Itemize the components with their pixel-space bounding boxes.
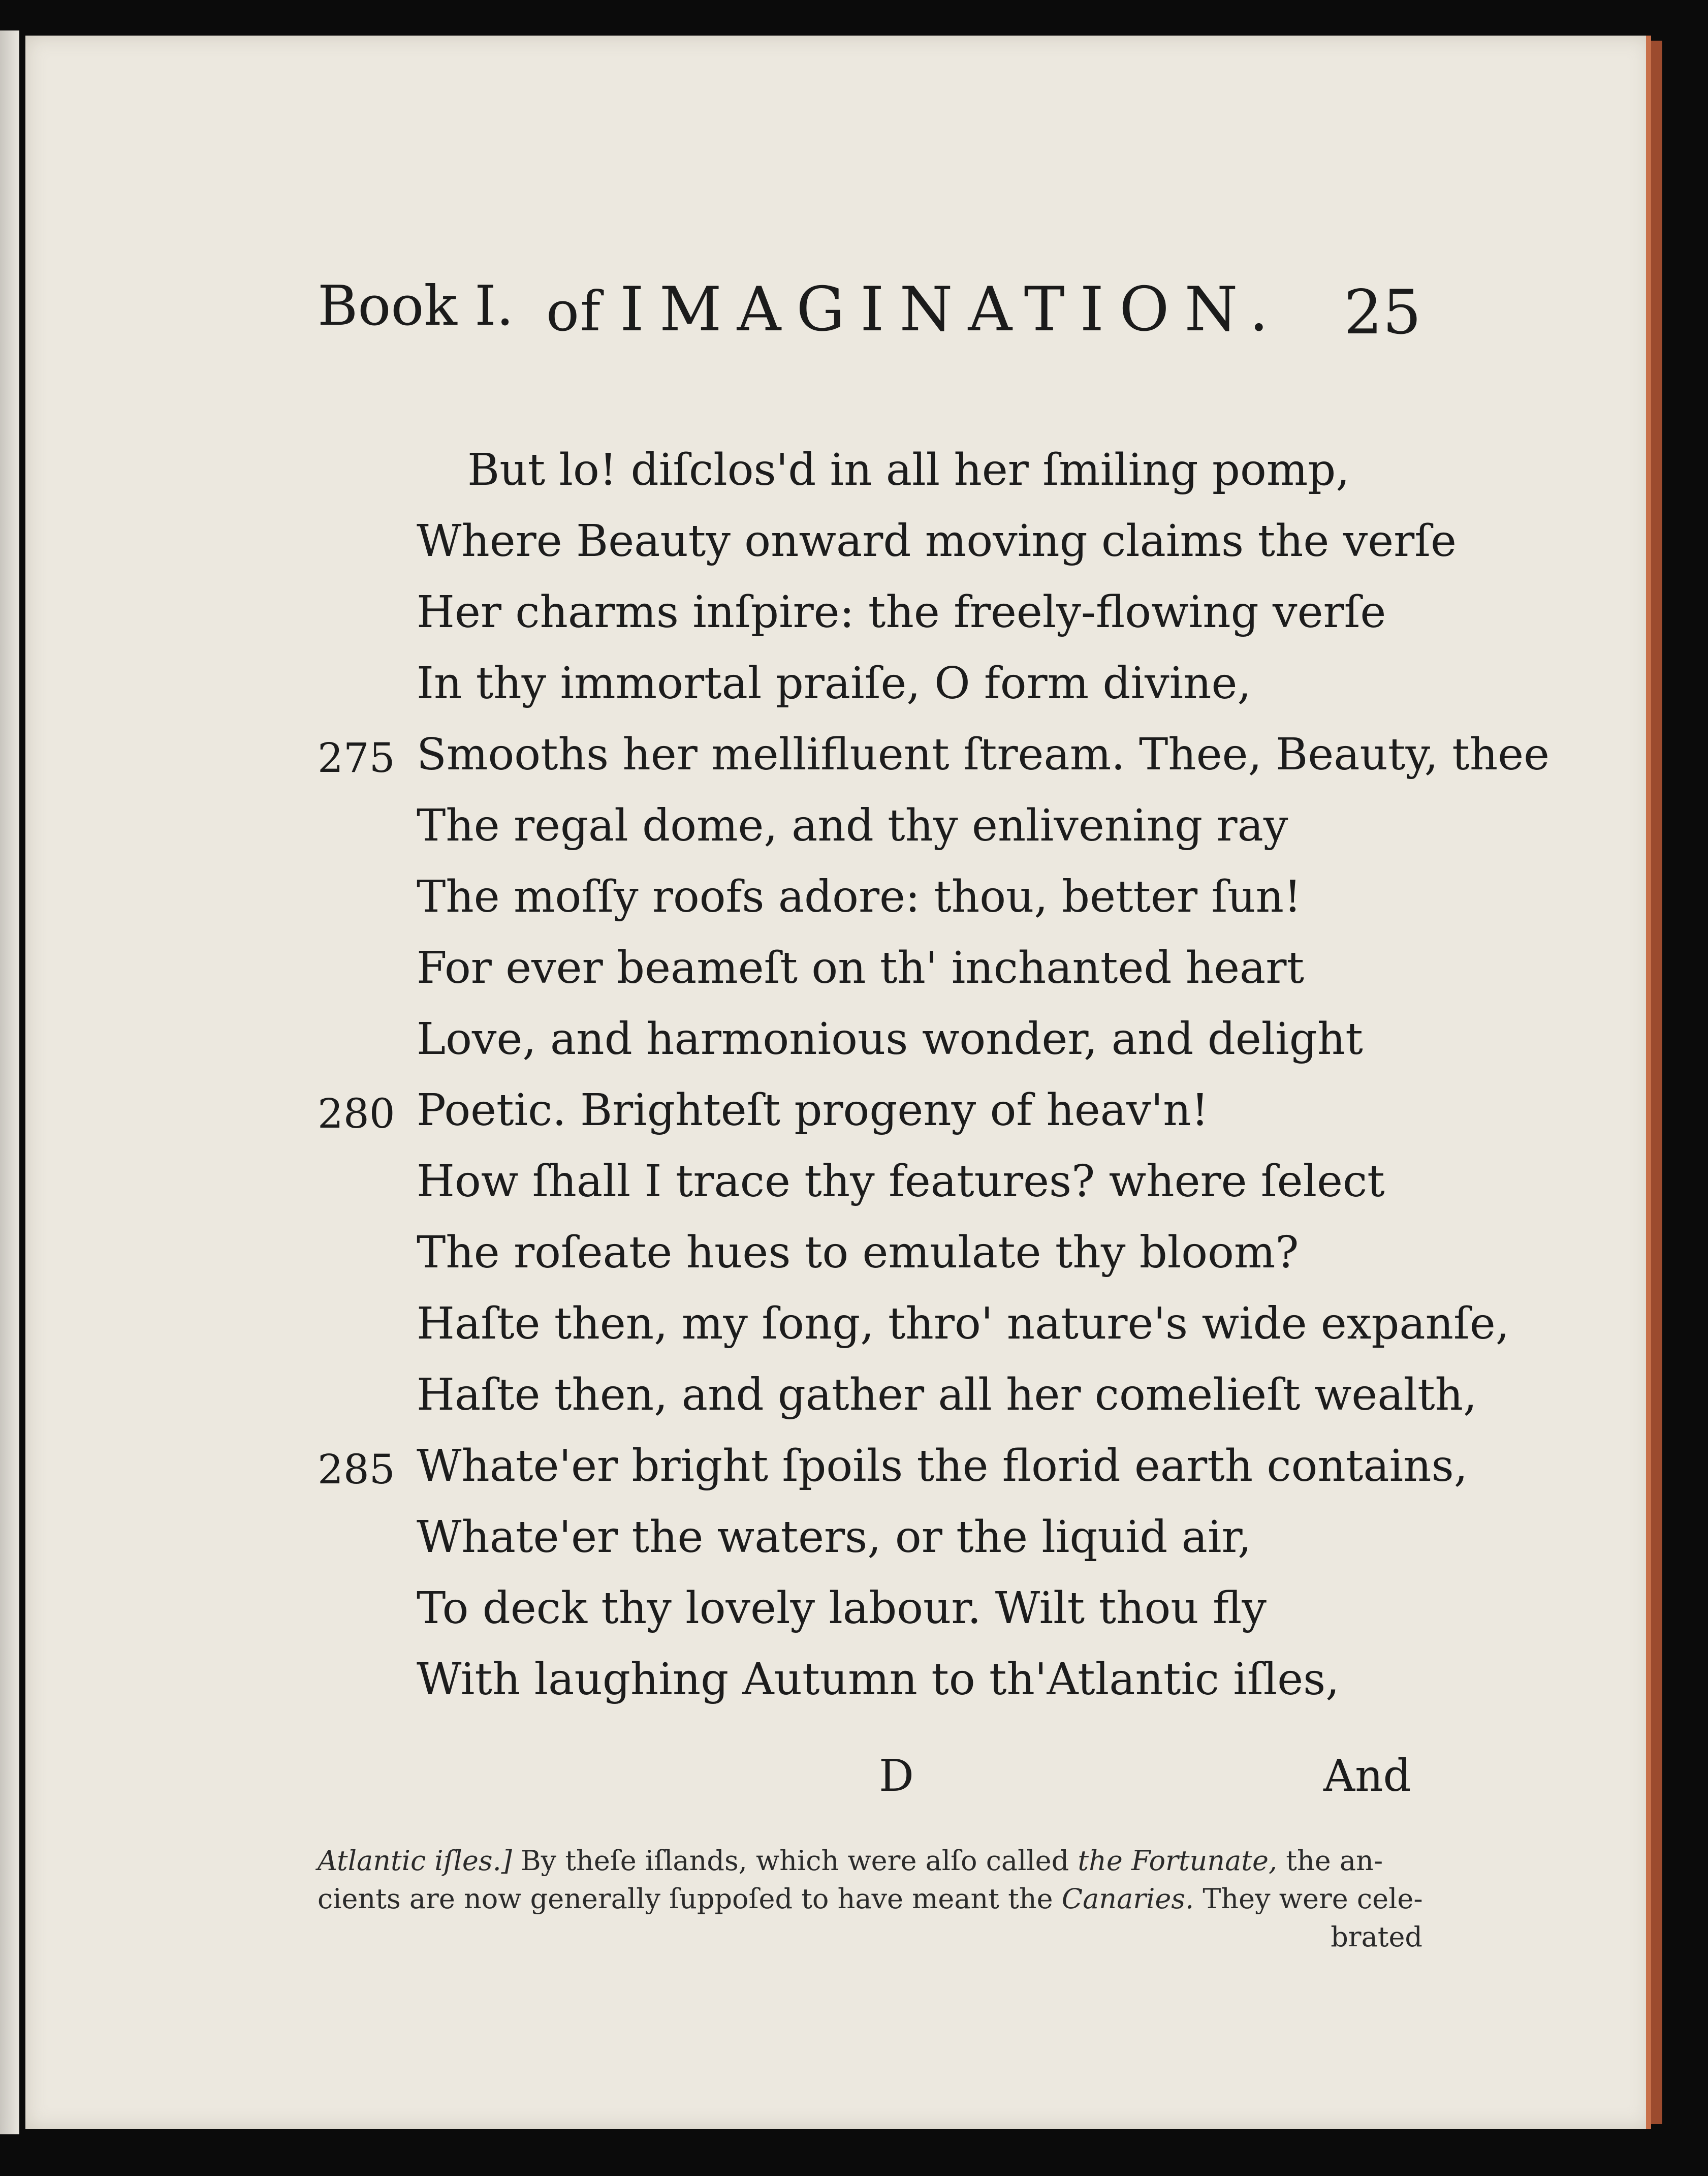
poem-line: Her charms inſpire: the freely-flowing verſe [417, 587, 1386, 638]
book-page [25, 36, 1651, 2129]
poem-line: Haſte then, and gather all her comelieſt wealth, [417, 1370, 1477, 1420]
book-title [546, 274, 1284, 345]
footnote-text: the an- [1286, 1845, 1383, 1877]
poem-line: The roſeate hues to emulate thy bloom? [417, 1227, 1299, 1278]
footnote-lemma: Atlantic iſles.] [318, 1845, 512, 1877]
line-number: 275 [318, 734, 395, 782]
footnote-text: They were cele- [1203, 1883, 1423, 1915]
poem-line: Smooths her mellifluent ſtream. Thee, Beauty, thee [417, 729, 1550, 780]
book-label: Book I. [318, 274, 514, 338]
footnote-line [318, 1883, 1422, 1915]
binding-strip [0, 30, 19, 2134]
footnote-italic: Canaries. [1061, 1883, 1194, 1915]
catchword: And [1323, 1751, 1411, 1801]
footnote-line [318, 1845, 1422, 1877]
poem-line: With laughing Autumn to th'Atlantic iſles, [417, 1654, 1340, 1705]
signature-mark: D [879, 1751, 914, 1801]
running-header [25, 274, 1651, 356]
title-word: IMAGINATION. [620, 274, 1284, 345]
footnote-text: By theſe iſlands, which were alſo called [520, 1845, 1069, 1877]
poem-line: To deck thy lovely labour. Wilt thou fly [417, 1583, 1267, 1634]
poem-line: Whate'er the waters, or the liquid air, [417, 1512, 1252, 1563]
poem-line: Haſte then, my ſong, thro' nature's wide expanſe, [417, 1298, 1510, 1349]
poem-line: Whate'er bright ſpoils the florid earth contains, [417, 1441, 1468, 1491]
poem-line: The regal dome, and thy enlivening ray [417, 800, 1288, 851]
poem-line: The moſſy roofs adore: thou, better ſun! [417, 872, 1302, 922]
footnote-italic: the Fortunate, [1078, 1845, 1278, 1877]
page-edge [1651, 41, 1662, 2124]
page-number: 25 [1344, 277, 1421, 348]
poem-line: Poetic. Brighteſt progeny of heav'n! [417, 1085, 1209, 1136]
footnote-text: cients are now generally ſuppoſed to have meant the [318, 1883, 1053, 1915]
poem-line: For ever beameſt on th' inchanted heart [417, 943, 1305, 993]
poem-line: Love, and harmonious wonder, and delight [417, 1014, 1363, 1065]
line-number: 285 [318, 1446, 395, 1493]
poem-line: Where Beauty onward moving claims the verſe [417, 516, 1457, 567]
title-of: of [546, 280, 602, 344]
footnote-text: brated [1331, 1921, 1422, 1953]
poem-line: In thy immortal praiſe, O form divine, [417, 658, 1251, 709]
footnote-line [318, 1921, 1422, 1953]
poem-line: How ſhall I trace thy features? where ſelect [417, 1156, 1385, 1207]
line-number: 280 [318, 1090, 395, 1137]
poem-line: But lo! diſclos'd in all her ſmiling pomp, [467, 445, 1350, 495]
